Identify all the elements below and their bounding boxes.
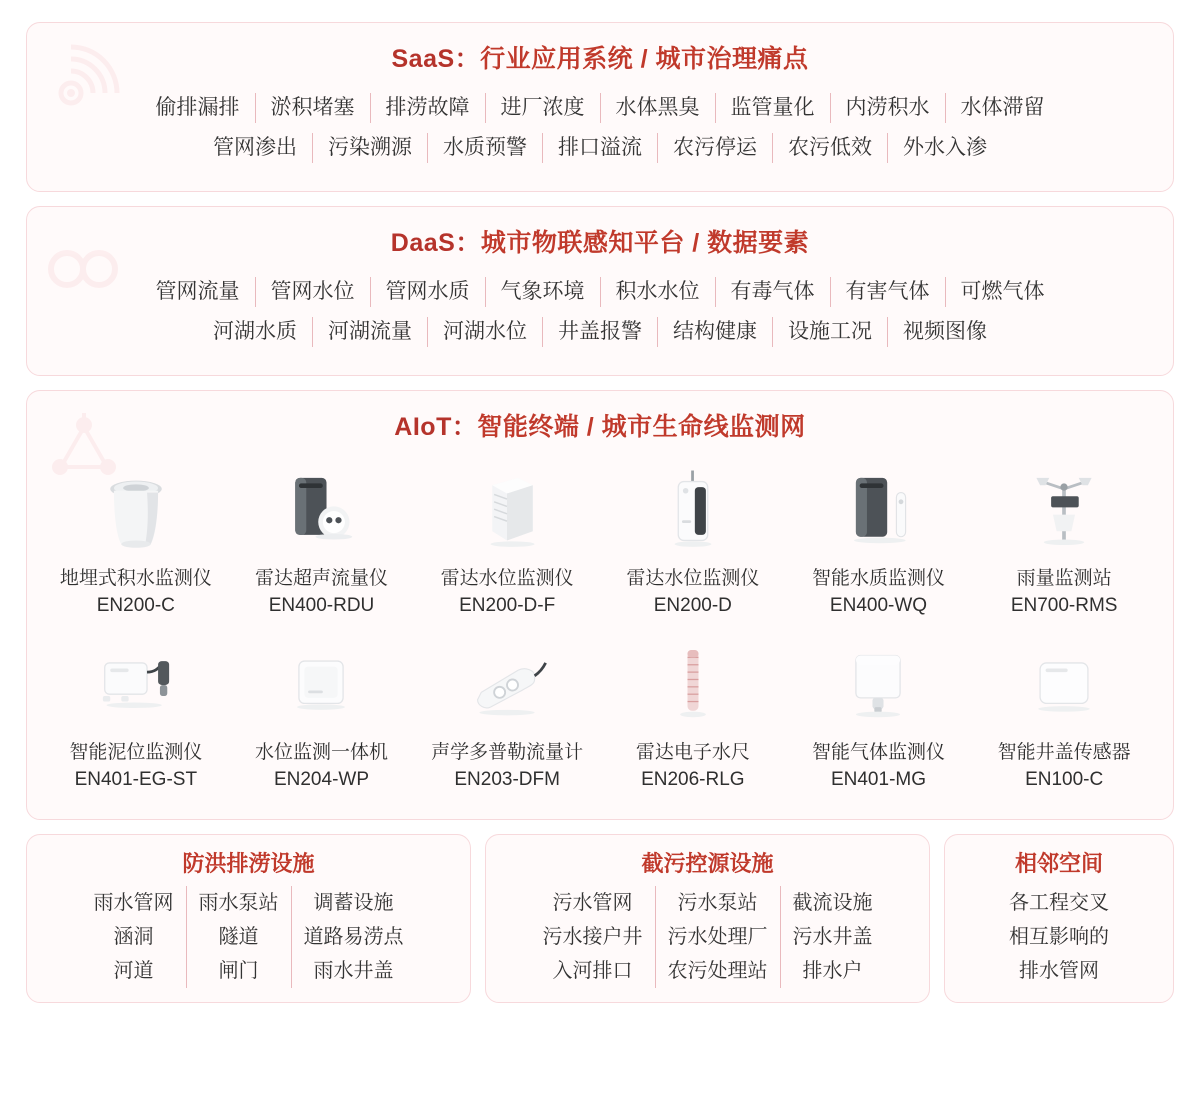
pollution-control-col-2 [655,886,780,988]
daas-title-en: DaaS： [390,229,481,257]
device-model: EN200-D [653,595,732,616]
facility-item: 隧道 [218,926,259,948]
facility-item: 污水接户井 [542,926,643,948]
device-name: 智能水质监测仪 [811,568,945,589]
device-model: EN400-RDU [268,595,375,616]
flood-drainage-col-1 [82,886,186,988]
pollution-control-panel [485,834,930,1003]
pollution-control-columns [496,886,919,988]
saas-tag: 水体黑臭 [600,93,715,123]
saas-tag: 偷排漏排 [155,96,240,119]
radar-level-meter-f-icon [457,465,557,557]
pollution-control-title: 截污控源设施 [641,851,774,876]
daas-title [27,207,1173,271]
daas-tag: 结构健康 [657,317,772,347]
adjacent-space-list [955,886,1163,988]
device-card [414,633,600,803]
device-name: 地埋式积水监测仪 [59,568,212,589]
device-card [786,459,972,629]
flood-drainage-columns [37,886,460,988]
device-card [43,459,229,629]
daas-tag: 设施工况 [772,317,887,347]
bottom-panels [26,834,1174,1003]
saas-tag: 监管量化 [715,93,830,123]
saas-tag: 进厂浓度 [485,93,600,123]
daas-tag: 可燃气体 [945,277,1060,307]
device-model: EN203-DFM [454,769,560,790]
device-model: EN206-RLG [641,769,745,790]
gas-detector-icon [828,639,928,731]
radar-electronic-water-gauge-icon [643,639,743,731]
device-card [229,459,415,629]
daas-tag-row-2 [51,317,1149,347]
daas-tag: 积水水位 [600,277,715,307]
facility-item: 雨水管网 [93,892,174,914]
device-model: EN200-C [96,595,175,616]
facility-item: 雨水泵站 [198,892,279,914]
facility-item: 排水户 [802,960,863,982]
smart-manhole-sensor-icon [1014,639,1114,731]
saas-tag: 水质预警 [427,133,542,163]
device-model: EN700-RMS [1010,595,1118,616]
flood-drainage-panel [26,834,471,1003]
flood-drainage-col-2 [186,886,291,988]
flood-drainage-col-3 [291,886,416,988]
device-card [229,633,415,803]
saas-tag-row-1 [51,93,1149,123]
sludge-level-sensor-icon [86,639,186,731]
integrated-level-monitor-icon [271,639,371,731]
facility-item: 截流设施 [792,892,873,914]
device-model: EN100-C [1025,769,1104,790]
facility-item: 污水泵站 [677,892,758,914]
facility-item: 相互影响的 [1009,926,1109,948]
adjacent-space-panel [944,834,1174,1003]
radar-ultrasonic-flowmeter-icon [271,465,371,557]
saas-title [27,23,1173,87]
daas-tag: 河湖水位 [427,317,542,347]
device-card [414,459,600,629]
facility-item: 污水处理厂 [667,926,768,948]
saas-tag: 污染溯源 [312,133,427,163]
facility-item: 河道 [113,960,154,982]
facility-item: 涵洞 [113,926,154,948]
saas-tag: 农污低效 [772,133,887,163]
daas-panel [26,206,1174,376]
device-card [971,633,1157,803]
device-name: 雷达水位监测仪 [440,568,574,589]
daas-tag-row-1 [51,277,1149,307]
facility-item: 闸门 [218,960,259,982]
acoustic-doppler-flowmeter-icon [457,639,557,731]
daas-title-cn: 城市物联感知平台 / 数据要素 [480,229,810,257]
aiot-title-en: AIoT： [394,413,478,441]
facility-item: 各工程交叉 [1009,892,1109,914]
daas-tag: 有毒气体 [715,277,830,307]
device-model: EN400-WQ [829,595,928,616]
device-name: 智能井盖传感器 [997,742,1131,763]
saas-title-cn: 行业应用系统 / 城市治理痛点 [480,45,809,73]
pollution-control-col-1 [531,886,655,988]
pollution-control-col-3 [780,886,885,988]
device-name: 声学多普勒流量计 [431,742,584,763]
device-model: EN401-EG-ST [74,769,198,790]
saas-tag-row-2 [51,133,1149,163]
device-name: 智能泥位监测仪 [69,742,203,763]
saas-tag: 排涝故障 [370,93,485,123]
saas-tag: 排口溢流 [542,133,657,163]
adjacent-space-title: 相邻空间 [1014,851,1103,876]
daas-tag: 井盖报警 [542,317,657,347]
saas-tag: 内涝积水 [830,93,945,123]
saas-tag: 管网渗出 [213,136,297,159]
facility-item: 入河排口 [552,960,633,982]
daas-tag: 管网水位 [255,277,370,307]
device-name: 雨量监测站 [1016,568,1112,589]
daas-tag-rows [27,277,1173,375]
device-name: 雷达超声流量仪 [254,568,388,589]
saas-tag: 淤积堵塞 [255,93,370,123]
saas-tag-rows [27,93,1173,191]
device-name: 雷达电子水尺 [635,742,750,763]
device-model: EN200-D-F [459,595,556,616]
aiot-device-grid [27,455,1173,819]
daas-tag: 河湖流量 [312,317,427,347]
device-card [600,633,786,803]
device-model: EN204-WP [273,769,369,790]
water-quality-analyzer-icon [828,465,928,557]
facility-item: 污水管网 [552,892,633,914]
radar-level-meter-icon [643,465,743,557]
rain-gauge-station-icon [1014,465,1114,557]
device-name: 水位监测一体机 [254,742,388,763]
aiot-title [27,391,1173,455]
daas-tag: 管网水质 [370,277,485,307]
daas-tag: 河湖水质 [213,320,297,343]
facility-item: 道路易涝点 [303,926,404,948]
aiot-title-cn: 智能终端 / 城市生命线监测网 [477,413,806,441]
daas-tag: 气象环境 [485,277,600,307]
flood-drainage-title: 防洪排涝设施 [182,851,315,876]
device-card [600,459,786,629]
device-card [43,633,229,803]
saas-tag: 外水入渗 [887,133,1002,163]
device-card [786,633,972,803]
saas-tag: 水体滞留 [945,93,1060,123]
saas-panel [26,22,1174,192]
daas-tag: 有害气体 [830,277,945,307]
saas-title-en: SaaS： [391,45,481,73]
facility-item: 农污处理站 [667,960,768,982]
device-name: 雷达水位监测仪 [626,568,760,589]
saas-tag: 农污停运 [657,133,772,163]
device-model: EN401-MG [830,769,926,790]
facility-item: 排水管网 [1019,960,1099,982]
facility-item: 污水井盖 [792,926,873,948]
device-card [971,459,1157,629]
device-name: 智能气体监测仪 [811,742,945,763]
aiot-panel [26,390,1174,820]
buried-waterlogging-sensor-icon [86,465,186,557]
facility-item: 调蓄设施 [313,892,394,914]
daas-tag: 管网流量 [155,280,240,303]
facility-item: 雨水井盖 [313,960,394,982]
daas-tag: 视频图像 [887,317,1002,347]
